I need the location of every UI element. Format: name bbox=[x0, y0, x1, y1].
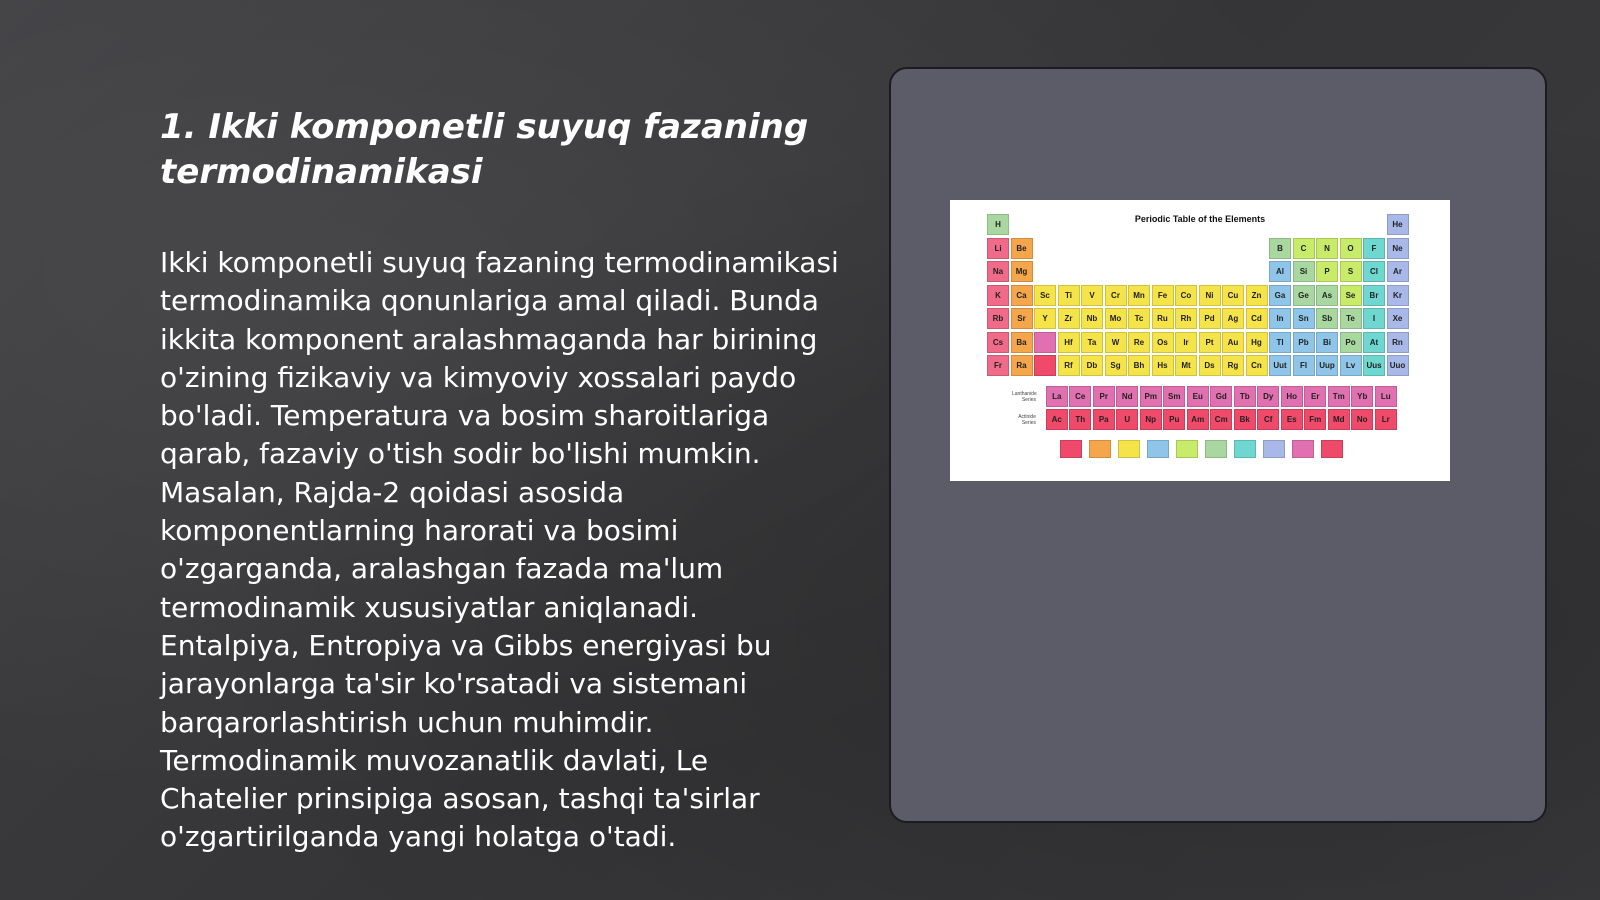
element-cell: Bh bbox=[1128, 355, 1150, 376]
element-cell: Zn bbox=[1246, 285, 1268, 306]
element-cell: Ca bbox=[1011, 285, 1033, 306]
element-cell bbox=[1034, 332, 1056, 353]
element-cell: Tl bbox=[1269, 332, 1291, 353]
element-cell: As bbox=[1316, 285, 1338, 306]
legend-swatch bbox=[1176, 440, 1198, 458]
legend-swatch bbox=[1292, 440, 1314, 458]
element-cell: V bbox=[1081, 285, 1103, 306]
element-cell: Nb bbox=[1081, 308, 1103, 329]
element-cell: Uup bbox=[1316, 355, 1338, 376]
lanthanide-cell: Tm bbox=[1328, 386, 1350, 407]
lanthanide-cell: Sm bbox=[1163, 386, 1185, 407]
actinide-cell: Es bbox=[1281, 409, 1303, 430]
element-cell: Rb bbox=[987, 308, 1009, 329]
element-cell: Al bbox=[1269, 261, 1291, 282]
element-cell: Be bbox=[1011, 238, 1033, 259]
element-cell: Ir bbox=[1175, 332, 1197, 353]
element-cell: Ti bbox=[1058, 285, 1080, 306]
element-cell: Se bbox=[1340, 285, 1362, 306]
slide-title: 1. Ikki komponetli suyuq fazaning termodinamikasi bbox=[160, 107, 809, 192]
element-cell: Pd bbox=[1199, 308, 1221, 329]
element-cell: Db bbox=[1081, 355, 1103, 376]
element-cell: Po bbox=[1340, 332, 1362, 353]
element-cell: S bbox=[1340, 261, 1362, 282]
element-cell: Uus bbox=[1363, 355, 1385, 376]
element-cell: Rn bbox=[1387, 332, 1409, 353]
element-cell: Mg bbox=[1011, 261, 1033, 282]
element-cell: Cl bbox=[1363, 261, 1385, 282]
lanthanide-cell: Tb bbox=[1234, 386, 1256, 407]
element-cell: At bbox=[1363, 332, 1385, 353]
element-cell: O bbox=[1340, 238, 1362, 259]
actinide-cell: Np bbox=[1140, 409, 1162, 430]
element-cell: B bbox=[1269, 238, 1291, 259]
actinide-cell: Am bbox=[1187, 409, 1209, 430]
lanthanide-cell: La bbox=[1046, 386, 1068, 407]
element-cell: Uut bbox=[1269, 355, 1291, 376]
element-cell: Ne bbox=[1387, 238, 1409, 259]
element-cell: He bbox=[1387, 214, 1409, 235]
element-cell: Sg bbox=[1105, 355, 1127, 376]
element-cell: F bbox=[1363, 238, 1385, 259]
element-cell: Hs bbox=[1152, 355, 1174, 376]
actinide-series-label: Actinide Series bbox=[1018, 414, 1036, 426]
element-cell: Hf bbox=[1058, 332, 1080, 353]
element-cell: Br bbox=[1363, 285, 1385, 306]
element-cell: Rf bbox=[1058, 355, 1080, 376]
element-cell: Na bbox=[987, 261, 1009, 282]
lanthanide-cell: Ho bbox=[1281, 386, 1303, 407]
element-cell: Mo bbox=[1105, 308, 1127, 329]
element-cell: Y bbox=[1034, 308, 1056, 329]
actinide-cell: Pa bbox=[1093, 409, 1115, 430]
lanthanide-cell: Eu bbox=[1187, 386, 1209, 407]
element-cell: Fr bbox=[987, 355, 1009, 376]
element-cell: Tc bbox=[1128, 308, 1150, 329]
element-cell: Cd bbox=[1246, 308, 1268, 329]
lanthanide-series-label: Lanthanide Series bbox=[1012, 391, 1037, 403]
element-cell: Hg bbox=[1246, 332, 1268, 353]
periodic-table-image bbox=[950, 200, 1450, 481]
actinide-cell: No bbox=[1351, 409, 1373, 430]
element-cell: Mt bbox=[1175, 355, 1197, 376]
legend-swatch bbox=[1089, 440, 1111, 458]
element-cell: Ta bbox=[1081, 332, 1103, 353]
legend-swatch bbox=[1118, 440, 1140, 458]
element-cell: Sc bbox=[1034, 285, 1056, 306]
actinide-cell: Cf bbox=[1257, 409, 1279, 430]
actinide-cell: Lr bbox=[1375, 409, 1397, 430]
actinide-cell: Bk bbox=[1234, 409, 1256, 430]
element-cell: I bbox=[1363, 308, 1385, 329]
element-cell: K bbox=[987, 285, 1009, 306]
element-cell: C bbox=[1293, 238, 1315, 259]
element-cell: Rh bbox=[1175, 308, 1197, 329]
element-cell: Sr bbox=[1011, 308, 1033, 329]
element-cell: Co bbox=[1175, 285, 1197, 306]
actinide-cell: U bbox=[1116, 409, 1138, 430]
element-cell bbox=[1034, 355, 1056, 376]
element-cell: Cs bbox=[987, 332, 1009, 353]
element-cell: Ge bbox=[1293, 285, 1315, 306]
lanthanide-cell: Dy bbox=[1257, 386, 1279, 407]
actinide-cell: Th bbox=[1069, 409, 1091, 430]
element-cell: Pb bbox=[1293, 332, 1315, 353]
legend-swatch bbox=[1263, 440, 1285, 458]
slide-body-text: Ikki komponetli suyuq fazaning termodinamikasi termodinamika qonunlariga amal qiladi. Bunda ikkita komponent aralashmaganda har birining o'zining fizikaviy va kimyoviy xossalari paydo bo'ladi. Temperatura va bosim sharoitlariga qarab, fazaviy o'tish sodir bo'lishi mumkin. Masalan, Rajda-2 qoidasi asosida komponentlarning harorati va bosimi o'zgarganda, aralashgan fazada ma'lum termodinamik xususiyatlar aniqlanadi. Entalpiya, Entropiya va Gibbs energiyasi bu jarayonlarga ta'sir ko'rsatadi va sistemani barqarorlashtirish uchun muhimdir. Termodinamik muvozanatlik davlati, Le Chatelier prinsipiga asosan, tashqi ta'sirlar o'zgartirilganda yangi holatga o'tadi. bbox=[160, 246, 839, 854]
element-cell: Cu bbox=[1222, 285, 1244, 306]
actinide-cell: Cm bbox=[1210, 409, 1232, 430]
element-cell: Au bbox=[1222, 332, 1244, 353]
legend-swatch bbox=[1147, 440, 1169, 458]
element-cell: Ni bbox=[1199, 285, 1221, 306]
legend-swatch bbox=[1205, 440, 1227, 458]
element-cell: H bbox=[987, 214, 1009, 235]
periodic-table-title: Periodic Table of the Elements bbox=[1134, 214, 1266, 224]
actinide-cell: Fm bbox=[1304, 409, 1326, 430]
element-cell: Te bbox=[1340, 308, 1362, 329]
legend-swatch bbox=[1234, 440, 1256, 458]
element-cell: Li bbox=[987, 238, 1009, 259]
lanthanide-cell: Ce bbox=[1069, 386, 1091, 407]
element-cell: Cr bbox=[1105, 285, 1127, 306]
element-cell: Rg bbox=[1222, 355, 1244, 376]
element-cell: Ag bbox=[1222, 308, 1244, 329]
element-cell: Fl bbox=[1293, 355, 1315, 376]
element-cell: Pt bbox=[1199, 332, 1221, 353]
actinide-cell: Pu bbox=[1163, 409, 1185, 430]
lanthanide-cell: Lu bbox=[1375, 386, 1397, 407]
lanthanide-cell: Pr bbox=[1093, 386, 1115, 407]
element-cell: Bi bbox=[1316, 332, 1338, 353]
lanthanide-cell: Nd bbox=[1116, 386, 1138, 407]
actinide-cell: Ac bbox=[1046, 409, 1068, 430]
element-cell: Xe bbox=[1387, 308, 1409, 329]
legend-swatch bbox=[1321, 440, 1343, 458]
element-cell: Lv bbox=[1340, 355, 1362, 376]
element-cell: In bbox=[1269, 308, 1291, 329]
element-cell: Ar bbox=[1387, 261, 1409, 282]
element-cell: Mn bbox=[1128, 285, 1150, 306]
actinide-cell: Md bbox=[1328, 409, 1350, 430]
element-cell: Si bbox=[1293, 261, 1315, 282]
element-cell: Kr bbox=[1387, 285, 1409, 306]
element-cell: Zr bbox=[1058, 308, 1080, 329]
element-cell: Os bbox=[1152, 332, 1174, 353]
legend-swatch bbox=[1060, 440, 1082, 458]
element-cell: Ru bbox=[1152, 308, 1174, 329]
element-cell: W bbox=[1105, 332, 1127, 353]
element-cell: Cn bbox=[1246, 355, 1268, 376]
lanthanide-cell: Yb bbox=[1351, 386, 1373, 407]
element-cell: P bbox=[1316, 261, 1338, 282]
element-cell: Uuo bbox=[1387, 355, 1409, 376]
element-cell: Sn bbox=[1293, 308, 1315, 329]
element-cell: Ga bbox=[1269, 285, 1291, 306]
lanthanide-cell: Pm bbox=[1140, 386, 1162, 407]
element-cell: Re bbox=[1128, 332, 1150, 353]
element-cell: Ds bbox=[1199, 355, 1221, 376]
element-cell: Fe bbox=[1152, 285, 1174, 306]
lanthanide-cell: Er bbox=[1304, 386, 1326, 407]
element-cell: Ra bbox=[1011, 355, 1033, 376]
element-cell: N bbox=[1316, 238, 1338, 259]
element-cell: Sb bbox=[1316, 308, 1338, 329]
element-cell: Ba bbox=[1011, 332, 1033, 353]
lanthanide-cell: Gd bbox=[1210, 386, 1232, 407]
